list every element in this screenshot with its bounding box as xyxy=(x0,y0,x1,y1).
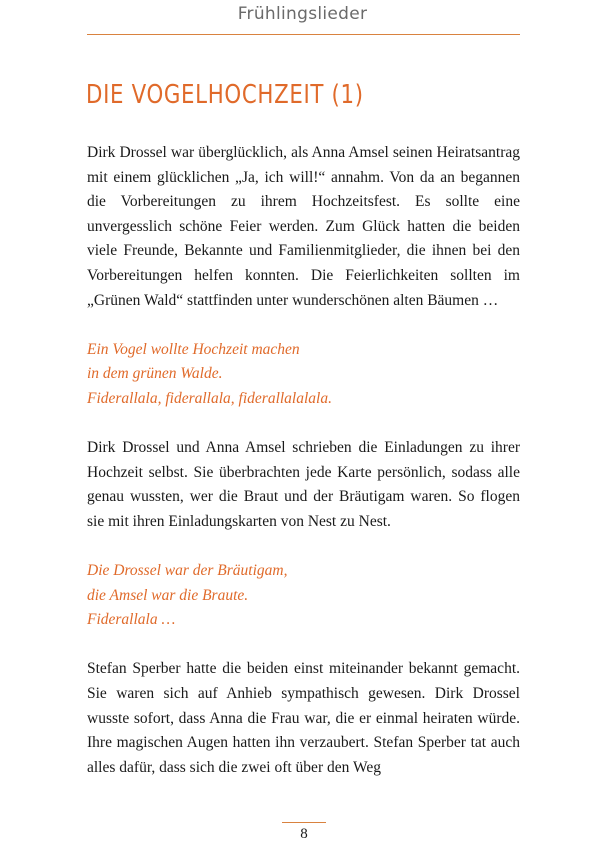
running-header: Frühlingslieder xyxy=(237,4,368,24)
song-verse xyxy=(87,338,520,412)
verse-line: Fiderallala, fiderallala, fiderallalalala. xyxy=(87,389,332,407)
verse-line: in dem grünen Walde. xyxy=(87,365,223,383)
paragraph: Dirk Drossel und Anna Amsel schrieben die Einladungen zu ihrer Hochzeit selbst. Sie überbrachten jede Karte persönlich, sodass alle genau wussten, wer die Braut und der Bräutigam waren. So flogen sie mit ihren Einladungskarten von Nest zu Nest. xyxy=(87,439,520,530)
verse-line: Fiderallala … xyxy=(87,611,176,629)
chapter-title: DIE VOGELHOCHZEIT (1) xyxy=(86,80,364,110)
verse-line: Ein Vogel wollte Hochzeit machen xyxy=(87,340,300,358)
verse-line: die Amsel war die Braute. xyxy=(87,586,249,604)
header-rule xyxy=(87,34,520,35)
paragraph: Dirk Drossel war überglücklich, als Anna Amsel seinen Heiratsantrag mit einem glücklichen „Ja, ich will!“ annahm. Von da an begannen die Vorbereitungen zu ihrem Hochzeitsfest. Es sollte eine unvergesslich schöne Feier werden. Zum Glück hatten die beiden viele Freunde, Bekannte und Familienmitglieder, die ihnen bei den Vorbereitungen helfen konnten. Die Feierlichkeiten sollten im „Grünen Wald“ stattfinden unter wunderschönen alten Bäumen … xyxy=(87,144,520,309)
page-number: 8 xyxy=(300,826,308,842)
body-text xyxy=(87,141,520,805)
footer-rule xyxy=(282,822,326,823)
verse-line: Die Drossel war der Bräutigam, xyxy=(87,562,288,580)
paragraph: Stefan Sperber hatte die beiden einst miteinander bekannt gemacht. Sie waren sich auf Anhieb sympathisch gewesen. Dirk Drossel wusste sofort, dass Anna die Frau war, die er einmal heiraten würde. Ihre magischen Augen hatten ihn verzaubert. Stefan Sperber tat auch alles dafür, dass sich die zwei oft über den Weg xyxy=(87,660,520,776)
song-verse xyxy=(87,559,520,633)
